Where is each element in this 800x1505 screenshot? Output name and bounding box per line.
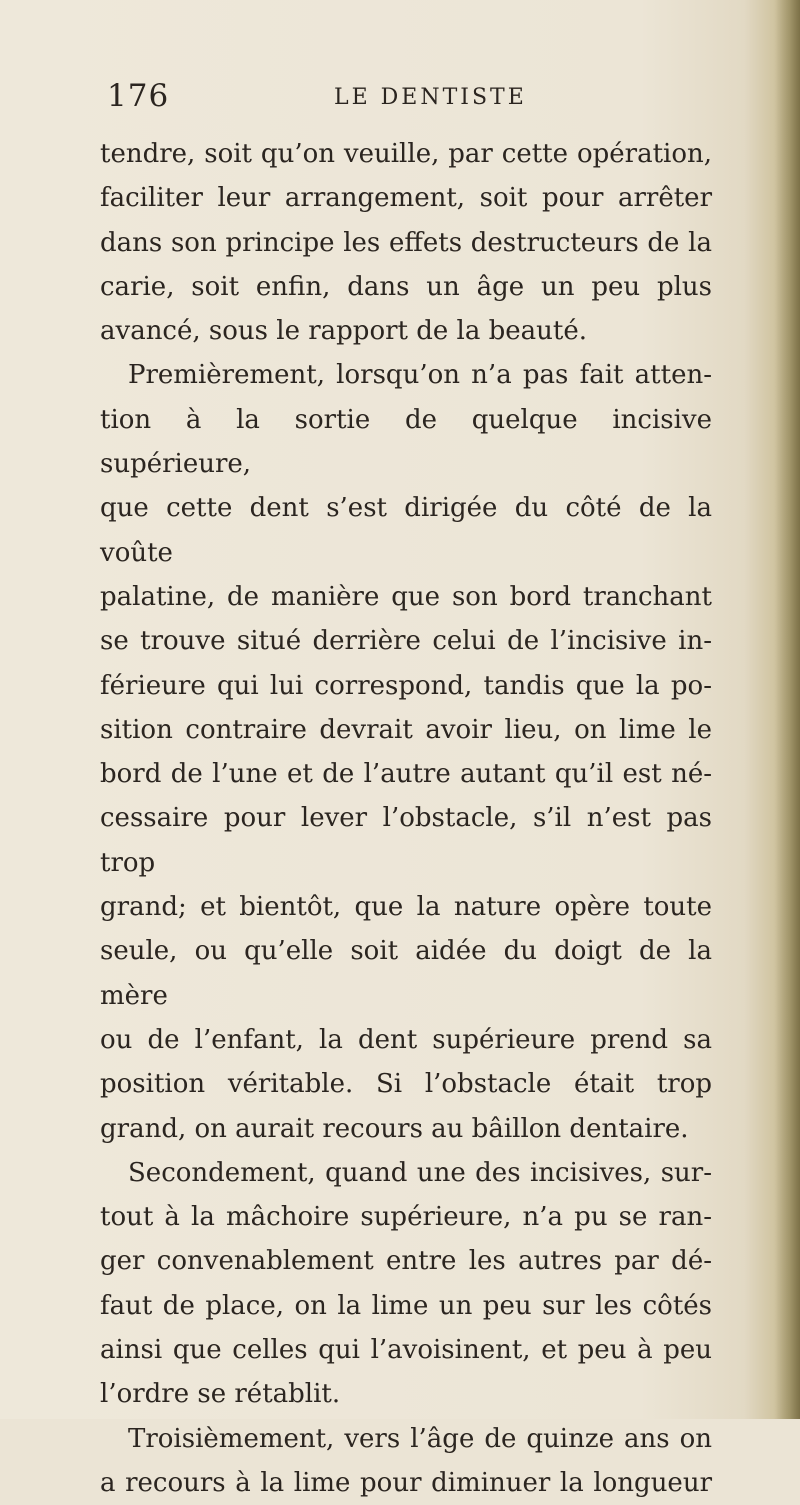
body-text bbox=[100, 132, 712, 1505]
text-line: Troisièmement, vers l’âge de quinze ans on bbox=[128, 1423, 712, 1454]
text-line: l’ordre se rétablit. bbox=[100, 1379, 341, 1410]
text-line: a recours à la lime pour diminuer la longueur bbox=[100, 1467, 712, 1498]
text-line: tendre, soit qu’on veuille, par cette opération, bbox=[100, 139, 712, 169]
running-head bbox=[107, 76, 707, 116]
text-line: faciliter leur arrangement, soit pour arrêter bbox=[100, 183, 712, 214]
text-line: Premièrement, lorsqu’on n’a pas fait atten- bbox=[128, 360, 712, 391]
running-title: LE DENTISTE bbox=[334, 85, 527, 110]
text-line: se trouve situé derrière celui de l’incisive in- bbox=[100, 626, 712, 657]
page-number: 176 bbox=[107, 78, 170, 114]
text-line: grand; et bientôt, que la nature opère toute bbox=[100, 892, 712, 923]
text-line: sition contraire devrait avoir lieu, on lime le bbox=[100, 714, 712, 745]
text-line: grand, on aurait recours au bâillon dentaire. bbox=[100, 1113, 689, 1144]
text-line: avancé, sous le rapport de la beauté. bbox=[100, 316, 587, 347]
page-edge-shadow bbox=[774, 0, 800, 1419]
text-line: carie, soit enfin, dans un âge un peu plus bbox=[100, 271, 712, 302]
text-line: tout à la mâchoire supérieure, n’a pu se ran- bbox=[100, 1202, 712, 1233]
text-line: faut de place, on la lime un peu sur les côtés bbox=[100, 1290, 712, 1321]
text-line: cessaire pour lever l’obstacle, s’il n’est pas trop bbox=[100, 803, 712, 878]
text-line: bord de l’une et de l’autre autant qu’il est né- bbox=[100, 759, 712, 790]
text-line: dans son principe les effets destructeurs de la bbox=[100, 227, 712, 258]
text-line: tion à la sortie de quelque incisive supérieure, bbox=[100, 404, 712, 480]
text-line: Secondement, quand une des incisives, sur- bbox=[128, 1157, 712, 1188]
text-line: seule, ou qu’elle soit aidée du doigt de la mère bbox=[100, 936, 712, 1011]
text-line: position véritable. Si l’obstacle était trop bbox=[100, 1069, 712, 1100]
text-line: férieure qui lui correspond, tandis que la po- bbox=[100, 670, 712, 701]
text-line: ou de l’enfant, la dent supérieure prend sa bbox=[100, 1024, 712, 1055]
text-line: ger convenablement entre les autres par dé- bbox=[100, 1246, 712, 1277]
text-line: palatine, de manière que son bord tranchant bbox=[100, 581, 712, 612]
text-line: que cette dent s’est dirigée du côté de la voûte bbox=[100, 493, 712, 568]
text-line: ainsi que celles qui l’avoisinent, et peu à peu bbox=[100, 1335, 712, 1366]
